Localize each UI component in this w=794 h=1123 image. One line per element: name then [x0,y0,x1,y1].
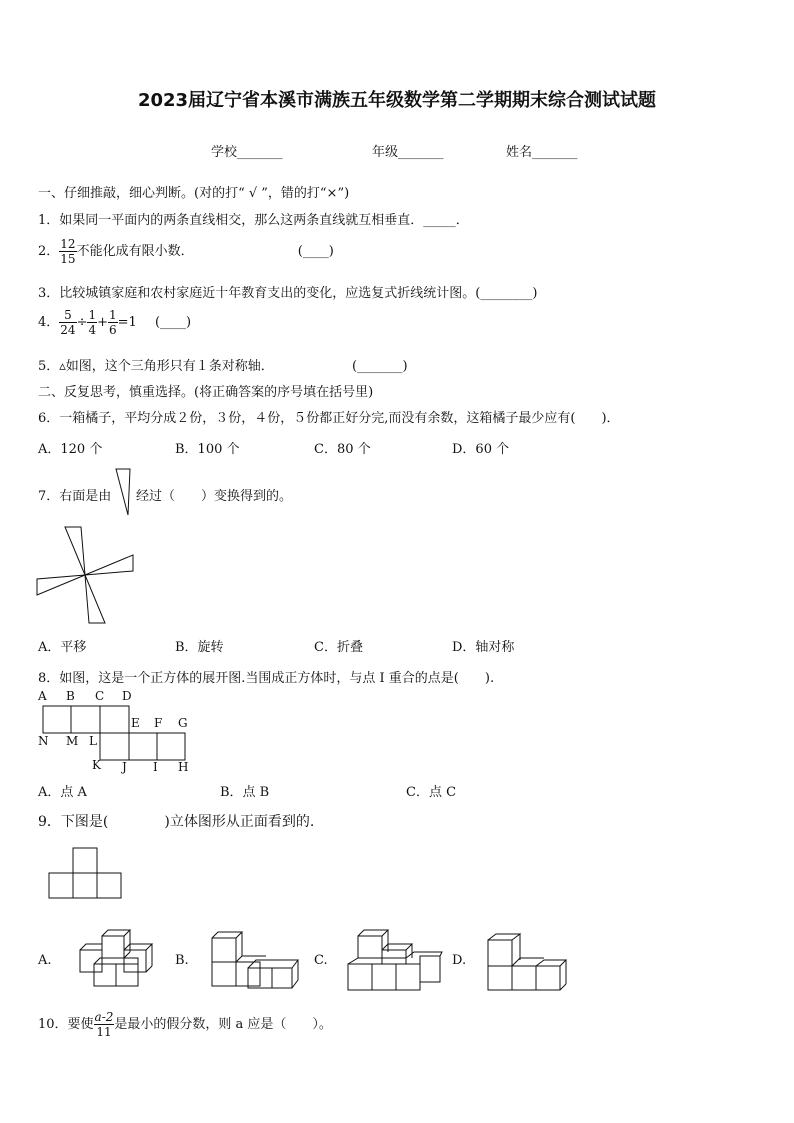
label-k: K [92,758,101,772]
q9-figure-d [484,930,576,994]
q7-option-b: B．旋转 [175,640,224,655]
q9-option-d: D. [452,953,467,968]
q8-option-a: A．点 A [38,785,87,800]
school-field: 学校_______ [211,145,283,160]
q7-pinwheel-figure [35,525,135,625]
q7-option-a: A．平移 [38,640,87,655]
label-l: L [89,734,97,748]
q7-option-c: C．折叠 [314,640,363,655]
q4-f3-den: 6 [109,323,117,337]
label-e: E [131,716,140,730]
question-9: 9．下图是( )立体图形从正面看到的. [38,814,315,830]
q9-option-b: B. [175,953,189,968]
q10-numerator: a-2 [94,1010,114,1024]
q4-op2: + [97,315,109,330]
q9-option-a: A. [38,953,52,968]
question-8: 8．如图，这是一个正方体的展开图.当围成正方体时，与点 I 重合的点是( ). [38,671,495,686]
question-6: 6．一箱橘子，平均分成２份，３份，４份，５份都正好分完,而没有余数，这箱橘子最少应有( )． [38,411,620,426]
q2-numerator: 12 [60,237,76,251]
q4-op1: ÷ [76,315,88,330]
q4-f2-den: 4 [88,323,97,337]
q7-stem-b: 经过（ ）变换得到的。 [136,489,293,504]
page-title: 2023届辽宁省本溪市满族五年级数学第二学期期末综合测试试题 [137,90,657,111]
q2-fraction [59,237,76,266]
q2-number: 2． [38,244,60,259]
q4-fraction-3 [108,308,118,337]
label-f: F [154,716,163,730]
label-d: D [122,689,132,703]
q5-text: 5．▵如图，这个三角形只有１条对称轴． [38,359,274,374]
q4-f1-den: 24 [60,323,76,337]
q4-fraction-1 [59,308,76,337]
q9-figure-c [344,928,446,994]
q10-text-a: 10．要使 [38,1017,94,1032]
q6-option-a: A．120 个 [38,442,103,457]
q10-text-b: 是最小的假分数，则 a 应是（ ）。 [114,1017,332,1032]
question-10 [38,1010,332,1039]
cube-net-figure [42,705,192,765]
q9-option-c: C. [314,953,328,968]
q2-denominator: 15 [60,252,76,266]
q10-denominator: 11 [96,1025,112,1039]
question-4 [38,308,191,337]
q4-rest: =1 [117,315,137,330]
label-g: G [178,716,188,730]
q2-blank: (____) [297,244,334,259]
q8-option-b: B．点 B [220,785,270,800]
label-h: H [178,760,189,774]
label-i: I [153,760,158,774]
label-j: J [122,760,127,774]
question-3: 3．比较城镇家庭和农村家庭近十年教育支出的变化，应选复式折线统计图。(________) [38,286,538,301]
grade-field: 年级_______ [372,145,444,160]
q9-figure-b [208,928,300,990]
q7-option-d: D．轴对称 [452,640,515,655]
q6-option-d: D．60 个 [452,442,510,457]
label-a: A [38,689,47,703]
q7-stem-a: 7．右面是由 [38,489,112,504]
q4-fraction-2 [87,308,97,337]
q6-option-c: C．80 个 [314,442,371,457]
question-5 [38,355,408,374]
q5-blank: (_______) [351,359,408,374]
q10-fraction [94,1010,115,1039]
question-1: 1．如果同一平面内的两条直线相交，那么这两条直线就互相垂直．_____． [38,213,469,228]
section1-heading: 一、仔细推敲，细心判断。(对的打“ √ ”，错的打“×”) [38,186,350,201]
q4-blank: (____) [154,315,192,330]
name-field: 姓名_______ [506,145,578,160]
q4-f2-num: 1 [88,308,97,322]
q9-figure-a [72,928,164,990]
q7-small-triangle [114,467,134,517]
q4-number: 4． [38,315,60,330]
label-m: M [66,734,79,748]
section2-heading: 二、反复思考，慎重选择。(将正确答案的序号填在括号里) [38,385,374,400]
label-c: C [95,689,105,703]
label-b: B [66,689,75,703]
q6-option-b: B．100 个 [175,442,240,457]
question-2 [38,237,334,266]
q4-f1-num: 5 [59,308,76,323]
q2-text: 不能化成有限小数． [76,244,194,259]
q4-f3-num: 1 [109,308,117,322]
q8-option-c: C．点 C [406,785,457,800]
label-n: N [38,734,49,748]
q9-front-view [46,846,126,902]
